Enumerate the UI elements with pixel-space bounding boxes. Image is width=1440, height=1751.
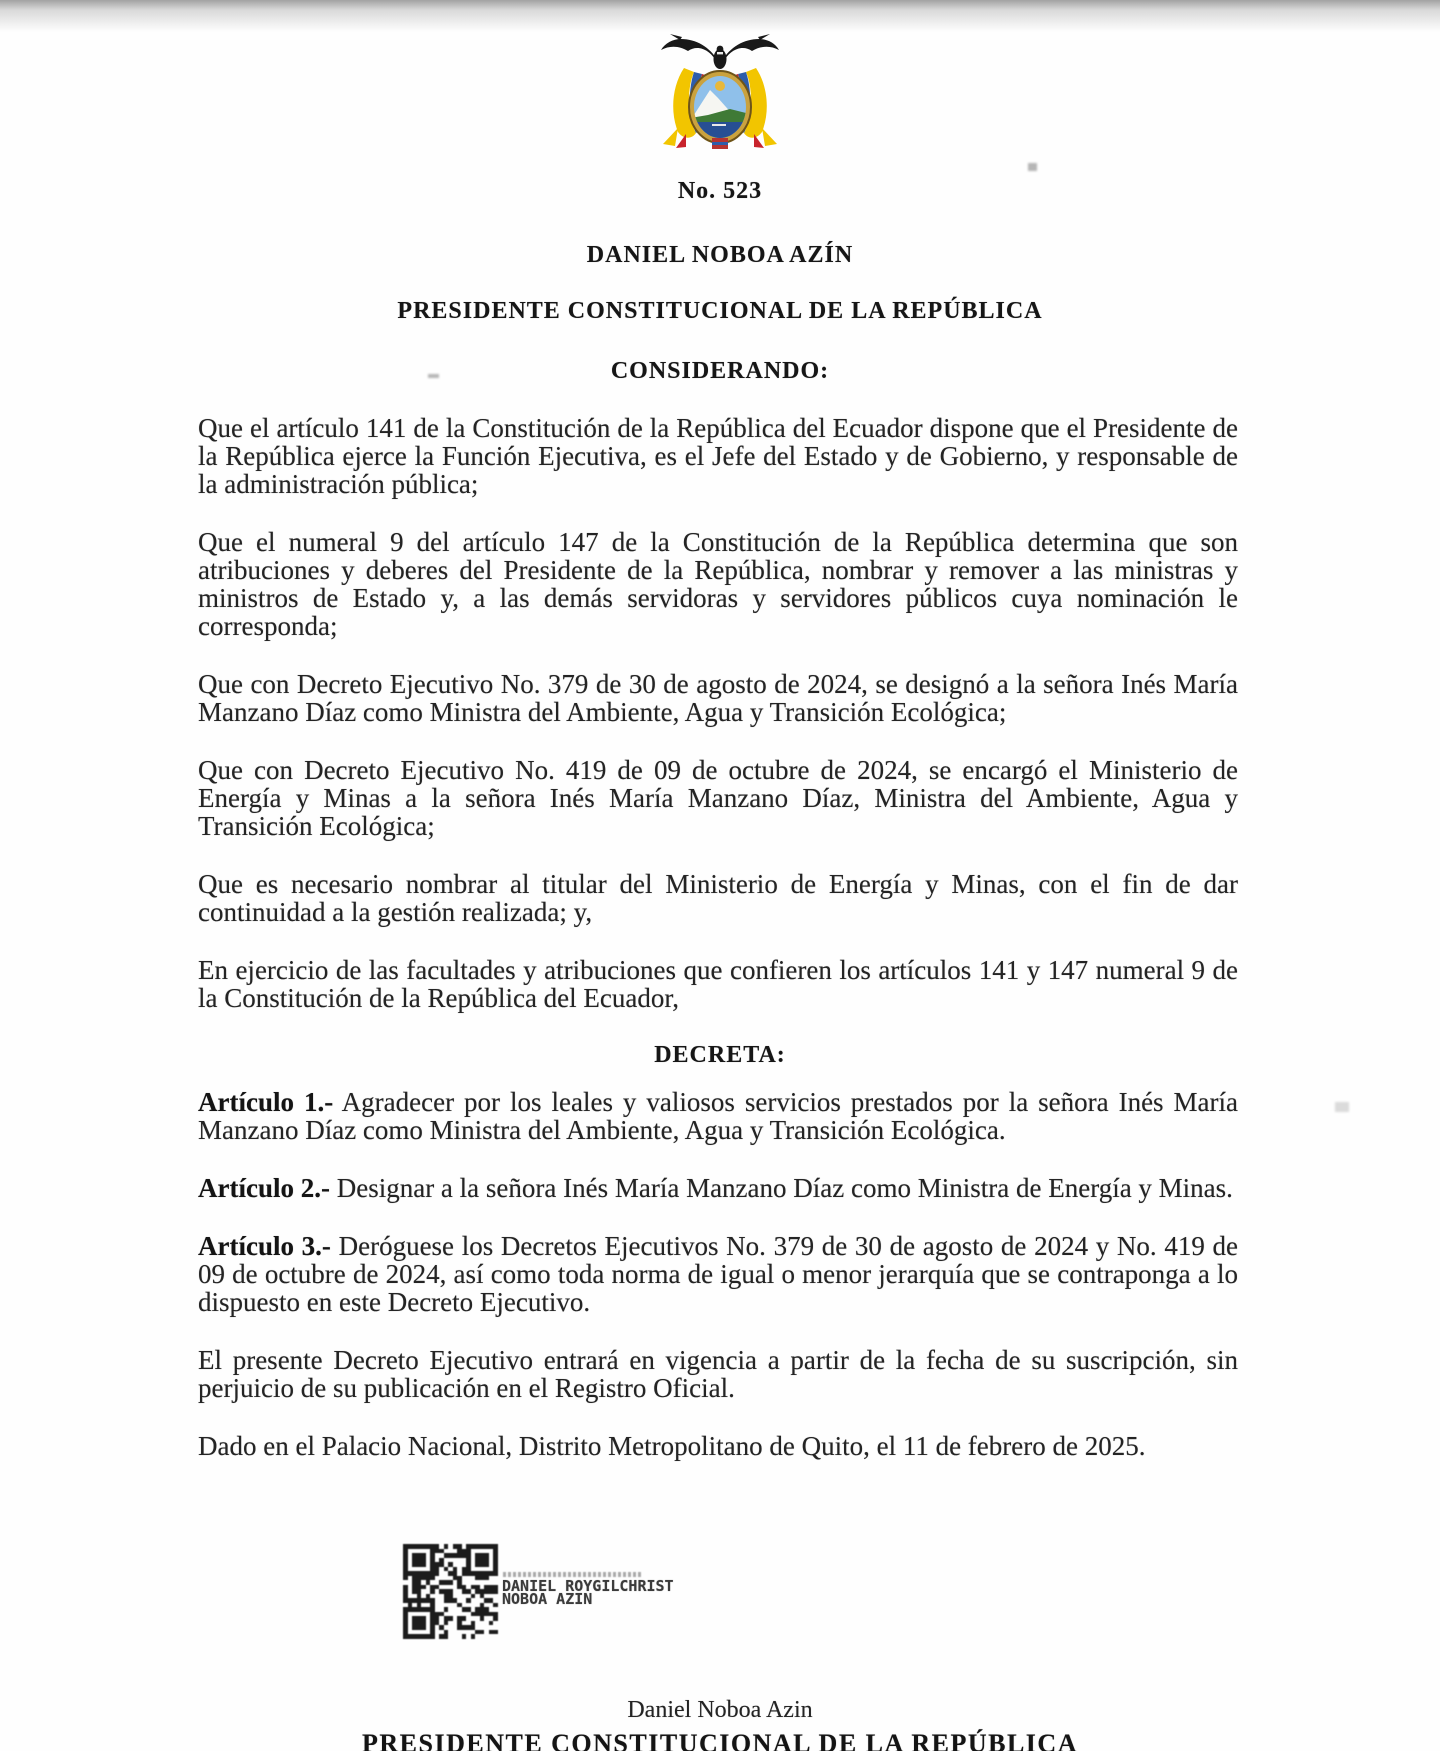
article-3	[198, 1232, 1238, 1316]
closing-section	[198, 1346, 1238, 1460]
article-3-label: Artículo 3.-	[198, 1231, 331, 1261]
scan-speck	[428, 374, 439, 378]
considerando-heading: CONSIDERANDO:	[610, 358, 830, 384]
article-1	[198, 1088, 1238, 1144]
esign-name-line-2: NOBOA AZIN	[502, 1590, 593, 1608]
scan-speck	[1335, 1102, 1349, 1112]
scan-speck	[1028, 163, 1037, 171]
president-title-heading: PRESIDENTE CONSTITUCIONAL DE LA REPÚBLICA	[397, 298, 1043, 324]
signature-name: Daniel Noboa Azin	[627, 1697, 813, 1723]
electronic-signature-stamp	[403, 1544, 1440, 1639]
effective-date-paragraph: El presente Decreto Ejecutivo entrará en vigencia a partir de la fecha de su suscripción, sin perjuicio de su publicación en el Registro Oficial.	[198, 1345, 1238, 1403]
considerando-section	[198, 414, 1238, 1012]
esign-microtext-line	[503, 1572, 641, 1577]
considerando-paragraph-6: En ejercicio de las facultades y atribuciones que confieren los artículos 141 y 147 numeral 9 de la Constitución de la República del Ecuador,	[198, 955, 1238, 1013]
article-2	[198, 1174, 1238, 1202]
qr-code-icon	[403, 1544, 498, 1639]
esign-stamp-text	[498, 1544, 674, 1606]
ecuador-coat-of-arms-icon	[659, 30, 781, 152]
article-1-text: Agradecer por los leales y valiosos servicios prestados por la señora Inés María Manzano Díaz como Ministra del Ambiente, Agua y Transición Ecológica.	[198, 1087, 1238, 1145]
article-1-label: Artículo 1.-	[198, 1087, 334, 1117]
considerando-paragraph-3: Que con Decreto Ejecutivo No. 379 de 30 de agosto de 2024, se designó a la señora Inés María Manzano Díaz como Ministra del Ambiente, Agua y Transición Ecológica;	[198, 669, 1238, 727]
decree-number: No. 523	[677, 178, 763, 204]
decreta-heading: DECRETA:	[654, 1042, 786, 1068]
article-2-text: Designar a la señora Inés María Manzano Díaz como Ministra de Energía y Minas.	[336, 1173, 1233, 1203]
considerando-paragraph-1: Que el artículo 141 de la Constitución de la República del Ecuador dispone que el Presidente de la República ejerce la Función Ejecutiva, es el Jefe del Estado y de Gobierno, y responsable de la administración pública;	[198, 413, 1238, 499]
article-3-text: Deróguese los Decretos Ejecutivos No. 379 de 30 de agosto de 2024 y No. 419 de 09 de octubre de 2024, así como toda norma de igual o menor jerarquía que se contraponga a lo dispuesto en este Decreto Ejecutivo.	[198, 1231, 1239, 1317]
considerando-paragraph-4: Que con Decreto Ejecutivo No. 419 de 09 de octubre de 2024, se encargó el Ministerio de Energía y Minas a la señora Inés María Manzano Díaz, Ministra del Ambiente, Agua y Transición Ecológica;	[198, 755, 1238, 841]
issued-at-paragraph: Dado en el Palacio Nacional, Distrito Metropolitano de Quito, el 11 de febrero de 2025.	[198, 1431, 1146, 1461]
scan-top-shadow	[0, 0, 1440, 32]
article-2-label: Artículo 2.-	[198, 1173, 330, 1203]
considerando-paragraph-2: Que el numeral 9 del artículo 147 de la Constitución de la República determina que son atribuciones y deberes del Presidente de la República, nombrar y remover a las ministras y ministros de Estado y, a las demás servidoras y servidores públicos cuya nominación le corresponda;	[198, 527, 1238, 641]
signature-title: PRESIDENTE CONSTITUCIONAL DE LA REPÚBLICA	[362, 1729, 1078, 1751]
considerando-paragraph-5: Que es necesario nombrar al titular del Ministerio de Energía y Minas, con el fin de dar continuidad a la gestión realizada; y,	[198, 869, 1238, 927]
articles-section	[198, 1088, 1238, 1316]
esign-name-line-1: DANIEL ROYGILCHRIST	[502, 1577, 674, 1595]
president-name-heading: DANIEL NOBOA AZÍN	[586, 242, 854, 268]
